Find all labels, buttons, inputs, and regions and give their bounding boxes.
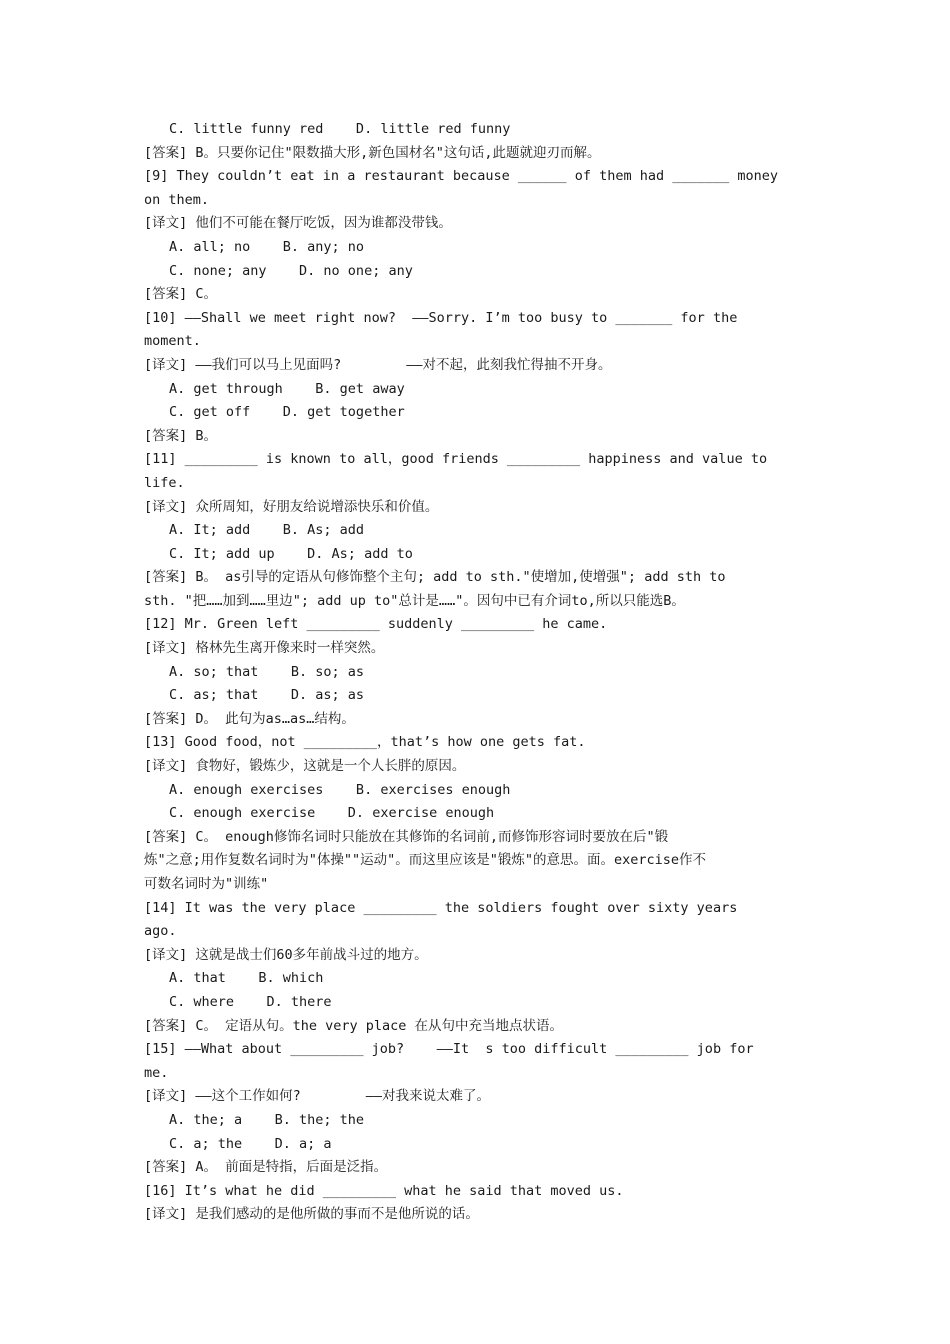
text-line: [译文] 食物好，锻炼少，这就是一个人长胖的原因。: [144, 758, 466, 775]
text-line: [译文] 格林先生离开像来时一样突然。: [144, 640, 385, 657]
answer-options-line: C. enough exercise D. exercise enough: [169, 805, 495, 822]
text-line: [16] It’s what he did _________ what he said that moved us.: [144, 1182, 624, 1199]
text-line: [答案] C。 enough修饰名词时只能放在其修饰的名词前,而修饰形容词时要放在后"锻: [144, 828, 669, 845]
answer-options-line: C. where D. there: [169, 993, 332, 1010]
text-line: [答案] D。 此句为as…as…结构。: [144, 710, 355, 727]
answer-options-line: C. a; the D. a; a: [169, 1135, 332, 1152]
text-line: [译文] 他们不可能在餐厅吃饭，因为谁都没带钱。: [144, 215, 452, 232]
text-line: [答案] A。 前面是特指，后面是泛指。: [144, 1159, 388, 1176]
answer-options-line: A. that B. which: [169, 970, 324, 987]
text-line: 炼"之意;用作复数名词时为"体操""运动"。而这里应该是"锻炼"的意思。面。exercise作不: [144, 852, 707, 869]
text-line: [14] It was the very place _________ the soldiers fought over sixty years: [144, 899, 738, 916]
text-line: [9] They couldn’t eat in a restaurant because ______ of them had _______ money: [144, 168, 778, 185]
text-line: [10] ——Shall we meet right now? ——Sorry. I’m too busy to _______ for the: [144, 309, 738, 326]
answer-options-line: C. none; any D. no one; any: [169, 262, 413, 279]
text-line: 可数名词时为"训练": [144, 876, 269, 892]
text-line: on them.: [144, 191, 210, 208]
text-line: [译文] ——我们可以马上见面吗? ——对不起，此刻我忙得抽不开身。: [144, 356, 612, 373]
text-line: [答案] B。: [144, 427, 218, 444]
document-page: [144, 118, 812, 1227]
answer-options-line: A. enough exercises B. exercises enough: [169, 781, 511, 798]
text-line: [13] Good food，not _________，that’s how one gets fat.: [144, 734, 586, 751]
text-line: ago.: [144, 923, 177, 940]
text-line: [译文] ——这个工作如何? ——对我来说太难了。: [144, 1088, 491, 1105]
answer-options-line: A. It; add B. As; add: [169, 522, 365, 539]
text-line: [11] _________ is known to all，good friends _________ happiness and value to: [144, 451, 768, 468]
text-line: [答案] C。: [144, 286, 218, 303]
text-line: [答案] C。 定语从句。the very place 在从句中充当地点状语。: [144, 1017, 564, 1034]
answer-options-line: C. little funny red D. little red funny: [169, 121, 511, 137]
answer-options-line: A. get through B. get away: [169, 380, 405, 397]
text-line: [15] ——What about _________ job? ——It s too difficult _________ job for: [144, 1041, 754, 1058]
text-line: [译文] 是我们感动的是他所做的事而不是他所说的话。: [144, 1206, 479, 1223]
text-line: [答案] B。只要你记住"限数描大形,新色国材名"这句话,此题就迎刃而解。: [144, 144, 601, 161]
answer-options-line: C. get off D. get together: [169, 404, 405, 421]
text-line: [译文] 众所周知，好朋友给说增添快乐和价值。: [144, 498, 439, 515]
text-line: life.: [144, 474, 185, 491]
text-line: moment.: [144, 333, 201, 350]
answer-options-line: A. the; a B. the; the: [169, 1111, 365, 1128]
text-line: [答案] B。 as引导的定语从句修饰整个主句; add to sth."使增加,使增强"; add sth to: [144, 569, 726, 586]
answer-options-line: C. It; add up D. As; add to: [169, 545, 413, 562]
text-line: [译文] 这就是战士们60多年前战斗过的地方。: [144, 946, 428, 963]
text-line: [12] Mr. Green left _________ suddenly _________ he came.: [144, 616, 608, 633]
answer-options-line: C. as; that D. as; as: [169, 687, 365, 704]
answer-options-line: A. all; no B. any; no: [169, 238, 365, 255]
text-line: sth. "把……加到……里边"; add up to"总计是……"。因句中已有介词to,所以只能选B。: [144, 592, 685, 609]
text-line: me.: [144, 1064, 169, 1081]
answer-options-line: A. so; that B. so; as: [169, 663, 365, 680]
